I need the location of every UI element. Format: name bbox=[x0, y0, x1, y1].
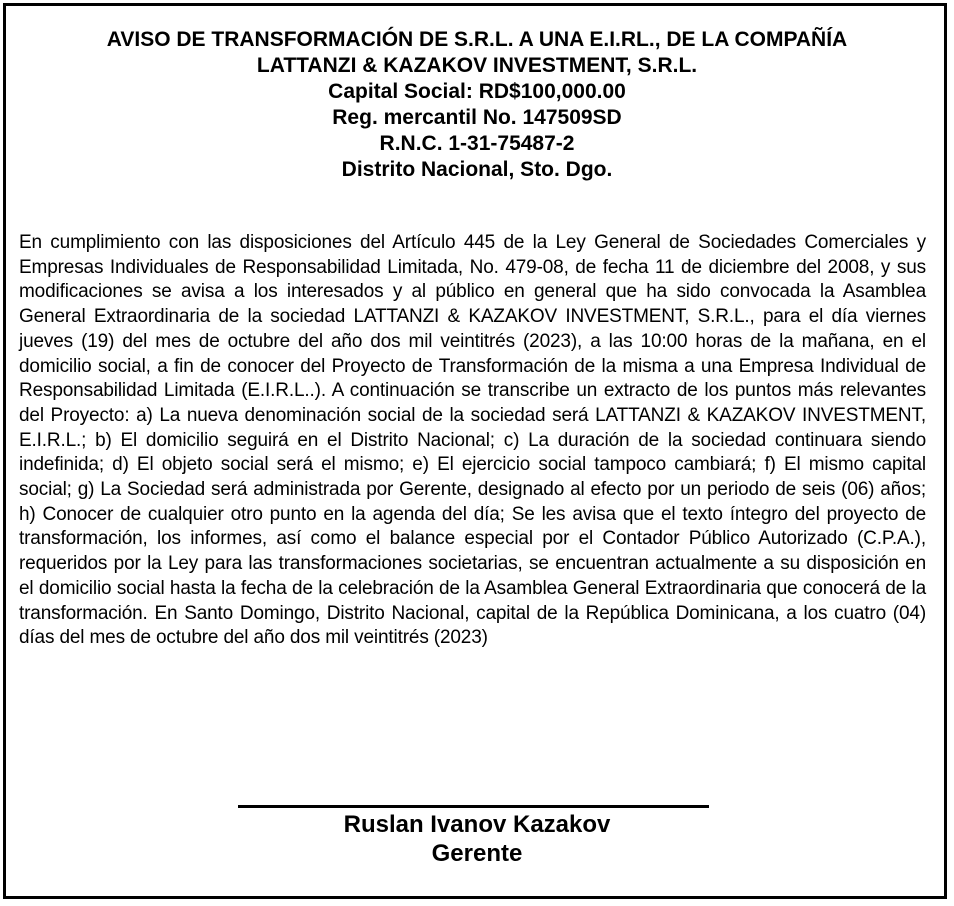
signer-title: Gerente bbox=[431, 840, 523, 867]
notice-header bbox=[16, 27, 938, 183]
header-company-name: LATTANZI & KAZAKOV INVESTMENT, S.R.L. bbox=[256, 54, 698, 77]
header-rnc: R.N.C. 1-31-75487-2 bbox=[379, 132, 575, 155]
signer-name: Ruslan Ivanov Kazakov bbox=[343, 811, 611, 838]
header-registro-mercantil: Reg. mercantil No. 147509SD bbox=[332, 106, 622, 129]
notice-body: En cumplimiento con las disposiciones del Artículo 445 de la Ley General de Sociedades Comerciales y Empresas Individuales de Responsabilidad Limitada, No. 479-08, de fecha 11 de diciembre del 2008, y sus modificaciones se avisa a los interesados y al público en general que ha sido convocada la Asamblea General Extraordinaria de la sociedad LATTANZI & KAZAKOV INVESTMENT, S.R.L., para el día viernes jueves (19) del mes de octubre del año dos mil veintitrés (2023), a las 10:00 horas de la mañana, en el domicilio social, a fin de conocer del Proyecto de Transformación de la misma a una Empresa Individual de Responsabilidad Limitada (E.I.R.L..). A continuación se transcribe un extracto de los puntos más relevantes del Proyecto: a) La nueva denominación social de la sociedad será LATTANZI & KAZAKOV INVESTMENT, E.I.R.L.; b) El domicilio seguirá en el Distrito Nacional; c) La duración de la sociedad continuara siendo indefinida; d) El objeto social será el mismo; e) El ejercicio social tampoco cambiará; f) El mismo capital social; g) La Sociedad será administrada por Gerente, designado al efecto por un periodo de seis (06) años; h) Conocer de cualquier otro punto en la agenda del día; Se les avisa que el texto íntegro del proyecto de transformación, los informes, así como el balance especial por el Contador Público Autorizado (C.P.A.), requeridos por la Ley para las transformaciones societarias, se encuentran actualmente a su disposición en el domicilio social hasta la fecha de la celebración de la Asamblea General Extraordinaria que conocerá de la transformación. En Santo Domingo, Distrito Nacional, capital de la República Dominicana, a los cuatro (04) días del mes de octubre del año dos mil veintitrés (2023) bbox=[19, 232, 926, 649]
header-location: Distrito Nacional, Sto. Dgo. bbox=[341, 158, 613, 181]
header-capital-social: Capital Social: RD$100,000.00 bbox=[328, 80, 626, 103]
signature-line bbox=[238, 805, 709, 808]
header-title-line-1: AVISO DE TRANSFORMACIÓN DE S.R.L. A UNA E.I.RL., DE LA COMPAÑÍA bbox=[106, 28, 848, 51]
signature-block bbox=[0, 810, 954, 868]
